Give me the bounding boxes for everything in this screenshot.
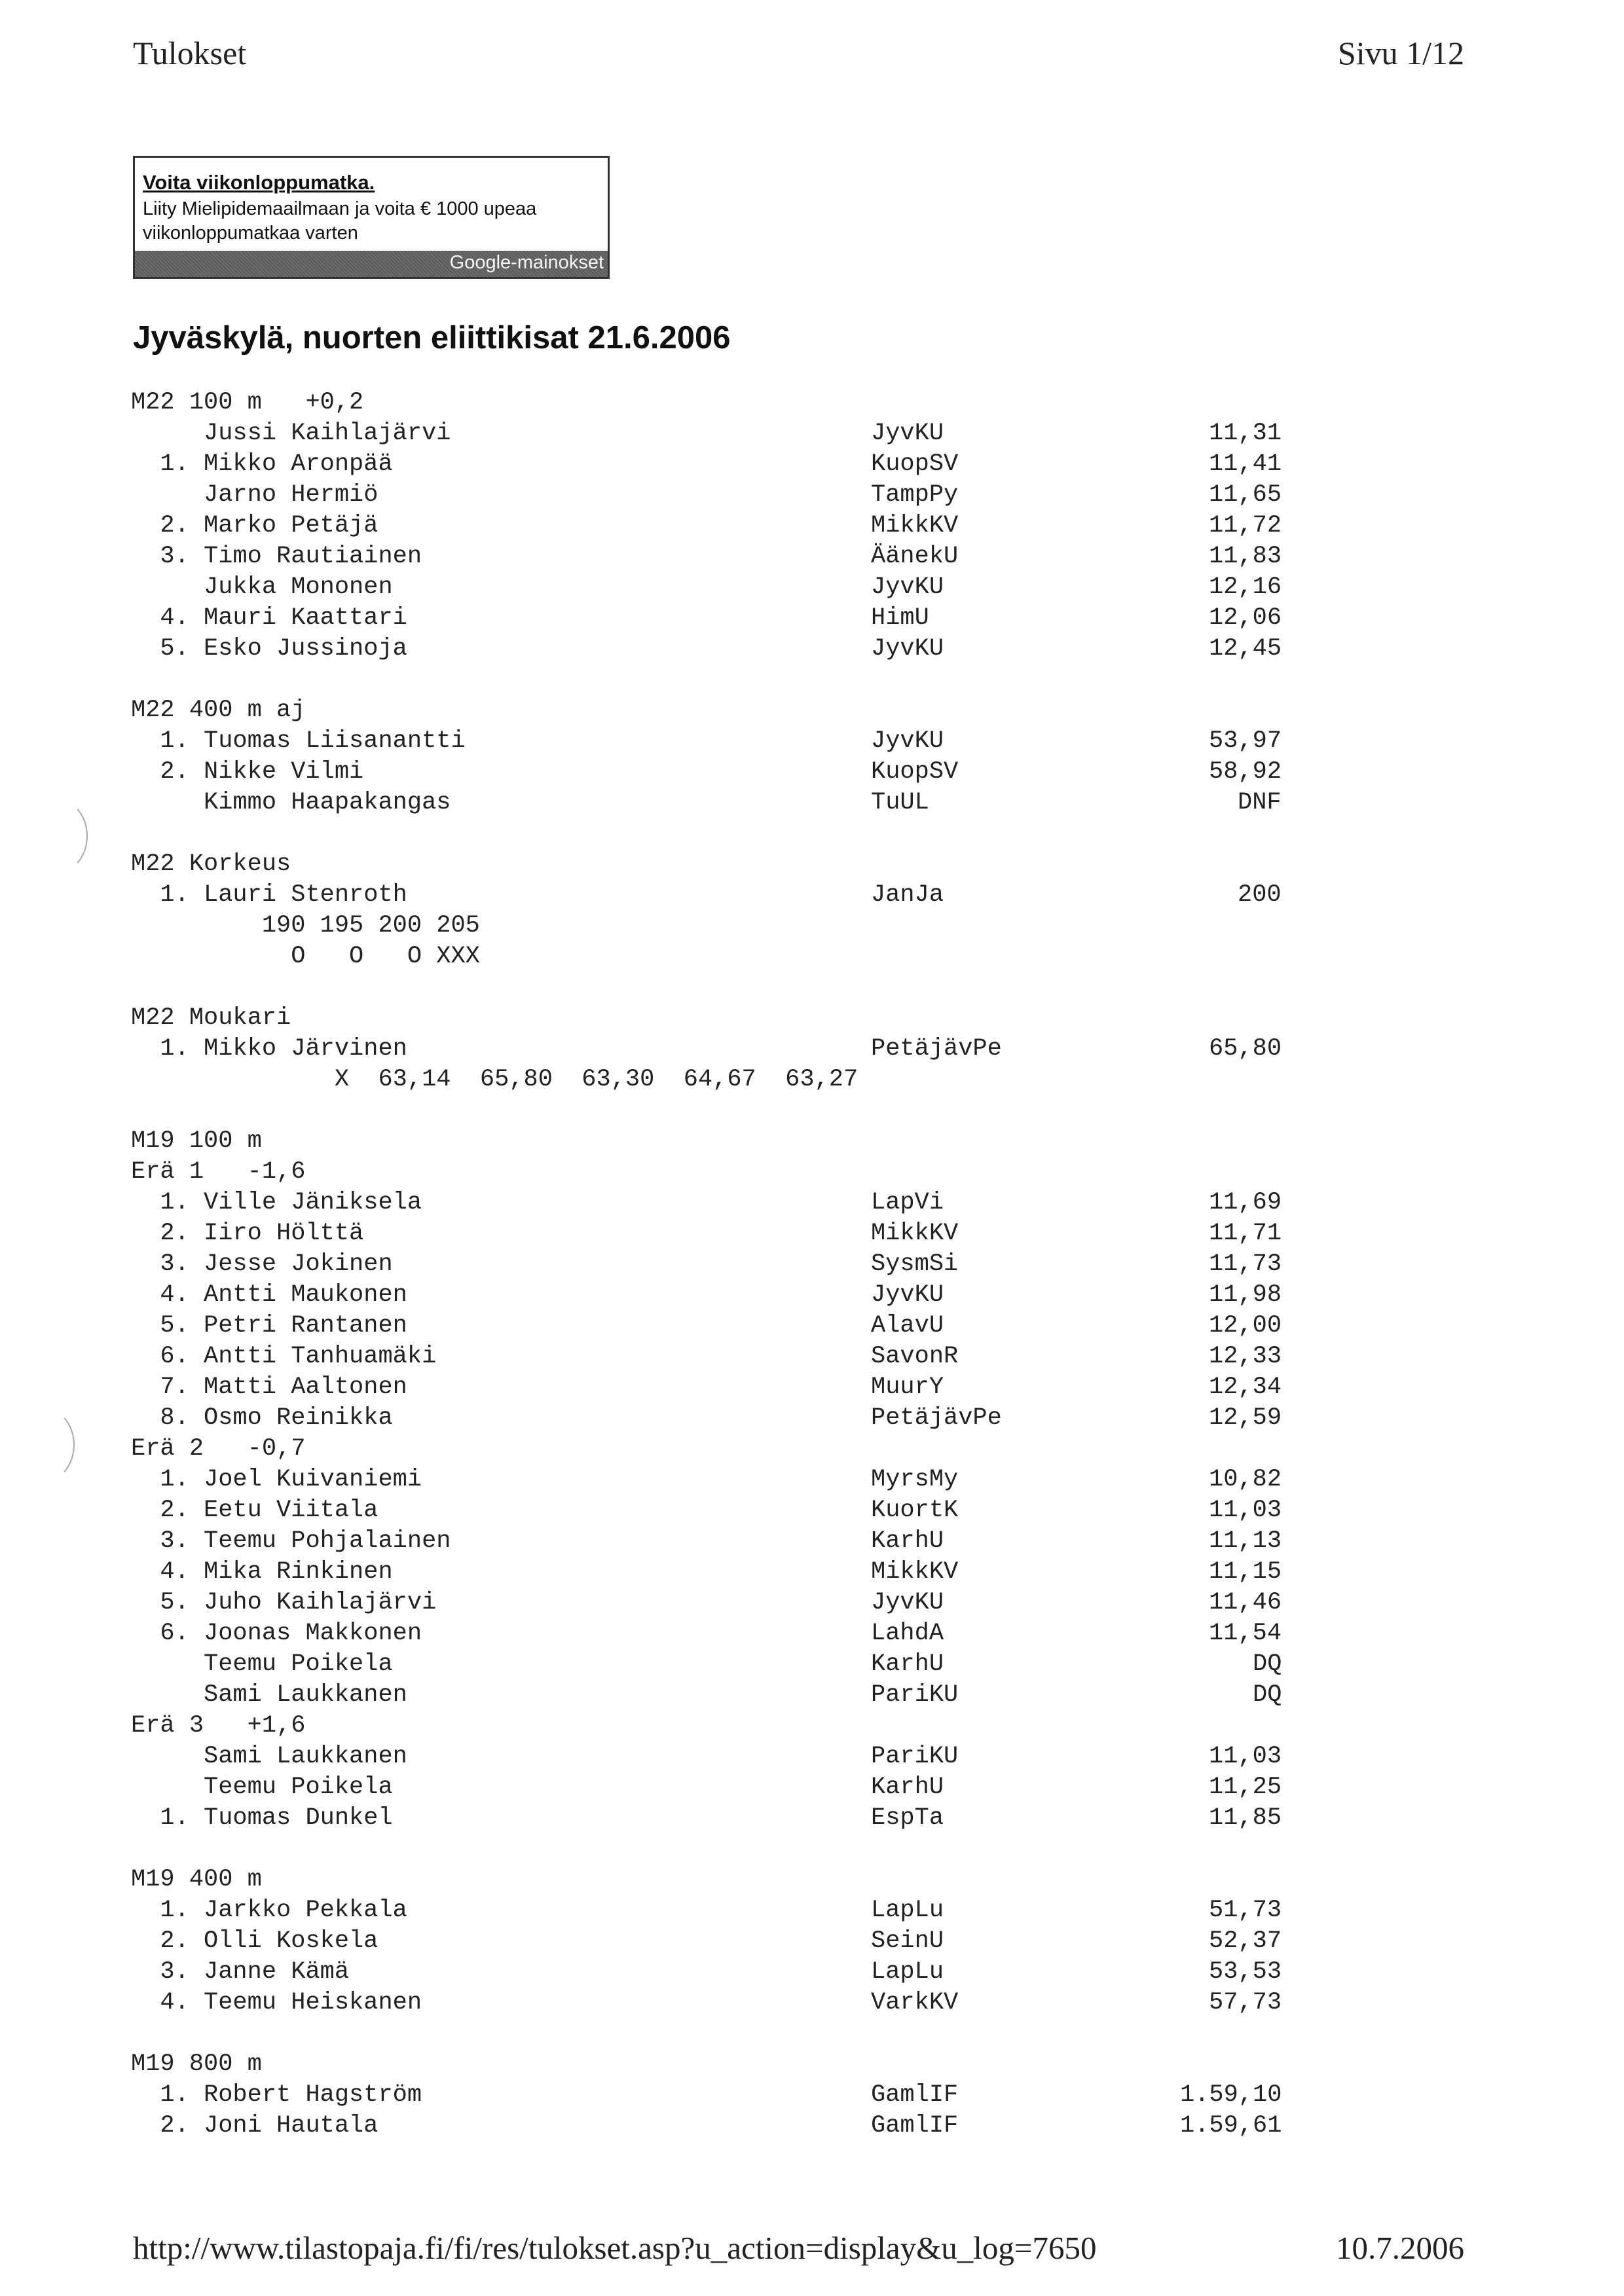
result-value: 57,73 xyxy=(1209,1989,1282,2016)
club-name: TampPy xyxy=(871,481,959,509)
club-name: GamlIF xyxy=(871,2112,959,2140)
club-name: KarhU xyxy=(871,1527,944,1555)
result-value: 52,37 xyxy=(1209,1927,1282,1955)
result-text: M19 400 m xyxy=(131,1866,262,1893)
result-text: M22 Korkeus xyxy=(131,850,291,878)
club-name: LahdA xyxy=(871,1620,944,1647)
club-name: HimU xyxy=(871,604,929,632)
result-text: M19 100 m xyxy=(131,1127,262,1155)
result-value: 11,83 xyxy=(1209,543,1282,570)
athlete-name: Jarno Hermiö xyxy=(131,481,378,509)
club-name: JyvKU xyxy=(871,635,944,663)
result-value: 53,53 xyxy=(1209,1958,1282,1986)
result-text: M22 Moukari xyxy=(131,1004,291,1032)
result-value: 11,31 xyxy=(1209,420,1282,447)
result-value: 12,00 xyxy=(1209,1312,1282,1339)
result-text: 190 195 200 205 xyxy=(131,912,480,939)
athlete-name: 1. Robert Hagström xyxy=(131,2081,422,2109)
result-value: 11,41 xyxy=(1209,450,1282,478)
result-value: 12,34 xyxy=(1209,1374,1282,1401)
athlete-name: 4. Mauri Kaattari xyxy=(131,604,407,632)
athlete-name: 2. Marko Petäjä xyxy=(131,512,378,539)
result-text: X 63,14 65,80 63,30 64,67 63,27 xyxy=(131,1066,858,1093)
club-name: SeinU xyxy=(871,1927,944,1955)
result-value: 1.59,61 xyxy=(1180,2112,1282,2140)
ad-body-text: Liity Mielipidemaailmaan ja voita € 1000 upeaa viikonloppumatkaa varten xyxy=(143,198,537,244)
result-value: 12,33 xyxy=(1209,1343,1282,1370)
result-text: Erä 3 +1,6 xyxy=(131,1712,306,1740)
result-text: O O O XXX xyxy=(131,943,480,970)
result-value: 11,25 xyxy=(1209,1774,1282,1801)
result-value: 11,65 xyxy=(1209,481,1282,509)
athlete-name: 1. Tuomas Dunkel xyxy=(131,1804,393,1832)
athlete-name: 1. Joel Kuivaniemi xyxy=(131,1466,422,1493)
footer-date: 10.7.2006 xyxy=(1336,2230,1464,2266)
athlete-name: 2. Joni Hautala xyxy=(131,2112,378,2140)
club-name: MuurY xyxy=(871,1374,944,1401)
club-name: JyvKU xyxy=(871,574,944,601)
athlete-name: Kimmo Haapakangas xyxy=(131,789,451,816)
club-name: TuUL xyxy=(871,789,929,816)
club-name: LapVi xyxy=(871,1189,944,1216)
athlete-name: 1. Ville Jäniksela xyxy=(131,1189,422,1216)
result-value: DQ xyxy=(1253,1650,1282,1678)
club-name: SavonR xyxy=(871,1343,959,1370)
result-value: 11,85 xyxy=(1209,1804,1282,1832)
club-name: AlavU xyxy=(871,1312,944,1339)
result-value: 11,72 xyxy=(1209,512,1282,539)
club-name: ÄänekU xyxy=(871,543,959,570)
athlete-name: Teemu Poikela xyxy=(131,1774,393,1801)
athlete-name: Jukka Mononen xyxy=(131,574,393,601)
page-number: Sivu 1/12 xyxy=(1337,35,1464,71)
athlete-name: 3. Janne Kämä xyxy=(131,1958,350,1986)
result-text: Erä 2 -0,7 xyxy=(131,1435,306,1463)
club-name: PetäjävPe xyxy=(871,1404,1002,1432)
club-name: KuortK xyxy=(871,1497,959,1524)
result-value: 12,16 xyxy=(1209,574,1282,601)
club-name: MikkKV xyxy=(871,1220,959,1247)
athlete-name: 3. Jesse Jokinen xyxy=(131,1250,393,1278)
club-name: LapLu xyxy=(871,1958,944,1986)
club-name: MyrsMy xyxy=(871,1466,959,1493)
club-name: JyvKU xyxy=(871,1589,944,1616)
result-value: 11,73 xyxy=(1209,1250,1282,1278)
athlete-name: 2. Eetu Viitala xyxy=(131,1497,378,1524)
club-name: EspTa xyxy=(871,1804,944,1832)
athlete-name: 4. Teemu Heiskanen xyxy=(131,1989,422,2016)
athlete-name: 2. Nikke Vilmi xyxy=(131,758,364,786)
club-name: PetäjävPe xyxy=(871,1035,1002,1063)
athlete-name: 5. Juho Kaihlajärvi xyxy=(131,1589,437,1616)
athlete-name: 1. Mikko Aronpää xyxy=(131,450,393,478)
result-text: M22 400 m aj xyxy=(131,697,306,724)
result-value: 11,46 xyxy=(1209,1589,1282,1616)
result-text: M19 800 m xyxy=(131,2050,262,2078)
result-text: Erä 1 -1,6 xyxy=(131,1158,306,1186)
document-title: Jyväskylä, nuorten eliittikisat 21.6.2006 xyxy=(133,320,731,355)
athlete-name: 3. Teemu Pohjalainen xyxy=(131,1527,451,1555)
athlete-name: Teemu Poikela xyxy=(131,1650,393,1678)
athlete-name: 5. Esko Jussinoja xyxy=(131,635,407,663)
club-name: PariKU xyxy=(871,1743,959,1770)
result-value: DNF xyxy=(1238,789,1282,816)
result-value: 10,82 xyxy=(1209,1466,1282,1493)
club-name: JyvKU xyxy=(871,420,944,447)
club-name: KarhU xyxy=(871,1650,944,1678)
ad-title-link[interactable]: Voita viikonloppumatka. xyxy=(143,171,375,194)
athlete-name: 1. Lauri Stenroth xyxy=(131,881,407,909)
athlete-name: Jussi Kaihlajärvi xyxy=(131,420,451,447)
club-name: JyvKU xyxy=(871,727,944,755)
club-name: LapLu xyxy=(871,1897,944,1924)
punch-hole-mark xyxy=(26,799,88,873)
club-name: PariKU xyxy=(871,1681,959,1709)
result-value: 53,97 xyxy=(1209,727,1282,755)
athlete-name: Sami Laukkanen xyxy=(131,1681,407,1709)
club-name: MikkKV xyxy=(871,1558,959,1586)
result-text: M22 100 m +0,2 xyxy=(131,389,364,416)
athlete-name: 2. Iiro Hölttä xyxy=(131,1220,364,1247)
club-name: JyvKU xyxy=(871,1281,944,1309)
result-value: 200 xyxy=(1238,881,1282,909)
result-value: 11,54 xyxy=(1209,1620,1282,1647)
athlete-name: 2. Olli Koskela xyxy=(131,1927,378,1955)
club-name: MikkKV xyxy=(871,512,959,539)
footer-url: http://www.tilastopaja.fi/fi/res/tulokset.asp?u_action=display&u_log=7650 xyxy=(133,2230,1097,2266)
club-name: SysmSi xyxy=(871,1250,959,1278)
athlete-name: 1. Tuomas Liisanantti xyxy=(131,727,466,755)
page-header-title: Tulokset xyxy=(133,35,247,71)
result-value: 1.59,10 xyxy=(1180,2081,1282,2109)
athlete-name: 6. Antti Tanhuamäki xyxy=(131,1343,437,1370)
result-value: 58,92 xyxy=(1209,758,1282,786)
result-value: 11,98 xyxy=(1209,1281,1282,1309)
result-value: 11,03 xyxy=(1209,1743,1282,1770)
result-value: DQ xyxy=(1253,1681,1282,1709)
athlete-name: 4. Mika Rinkinen xyxy=(131,1558,393,1586)
result-value: 12,06 xyxy=(1209,604,1282,632)
ad-footer-bar xyxy=(135,251,608,277)
club-name: KarhU xyxy=(871,1774,944,1801)
club-name: KuopSV xyxy=(871,450,959,478)
athlete-name: 7. Matti Aaltonen xyxy=(131,1374,407,1401)
ad-footer-label[interactable]: Google-mainokset xyxy=(449,252,604,273)
club-name: VarkKV xyxy=(871,1989,959,2016)
punch-hole-mark xyxy=(13,1408,75,1482)
club-name: JanJa xyxy=(871,881,944,909)
result-value: 12,59 xyxy=(1209,1404,1282,1432)
result-value: 11,71 xyxy=(1209,1220,1282,1247)
athlete-name: Sami Laukkanen xyxy=(131,1743,407,1770)
athlete-name: 1. Mikko Järvinen xyxy=(131,1035,407,1063)
result-value: 65,80 xyxy=(1209,1035,1282,1063)
ad-box[interactable] xyxy=(133,156,610,279)
club-name: GamlIF xyxy=(871,2081,959,2109)
result-value: 11,69 xyxy=(1209,1189,1282,1216)
club-name: KuopSV xyxy=(871,758,959,786)
athlete-name: 5. Petri Rantanen xyxy=(131,1312,407,1339)
athlete-name: 1. Jarkko Pekkala xyxy=(131,1897,407,1924)
result-value: 12,45 xyxy=(1209,635,1282,663)
athlete-name: 4. Antti Maukonen xyxy=(131,1281,407,1309)
result-value: 11,03 xyxy=(1209,1497,1282,1524)
athlete-name: 6. Joonas Makkonen xyxy=(131,1620,422,1647)
athlete-name: 3. Timo Rautiainen xyxy=(131,543,422,570)
result-value: 11,13 xyxy=(1209,1527,1282,1555)
result-value: 51,73 xyxy=(1209,1897,1282,1924)
athlete-name: 8. Osmo Reinikka xyxy=(131,1404,393,1432)
result-value: 11,15 xyxy=(1209,1558,1282,1586)
